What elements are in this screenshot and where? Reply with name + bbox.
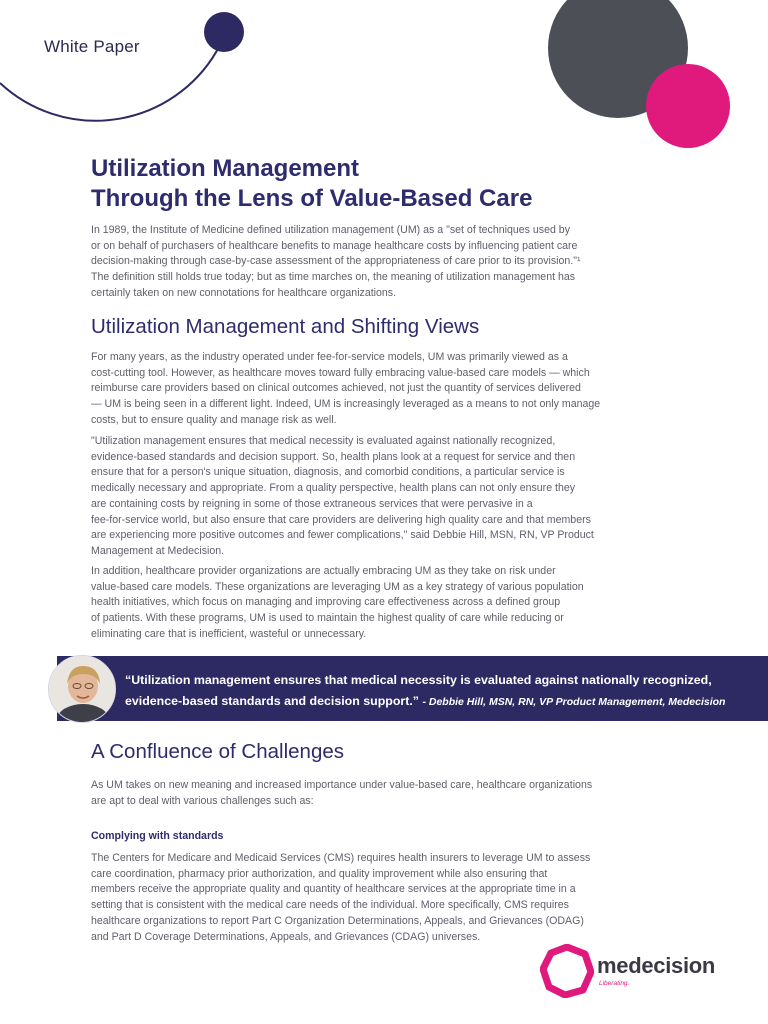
medecision-logo-icon xyxy=(540,944,594,998)
text-line: In addition, healthcare provider organizations are actually embracing UM as they take on risk under xyxy=(91,565,556,577)
avatar xyxy=(48,655,116,723)
text-line: eliminating care that is inefficient, wasteful or unnecessary. xyxy=(91,627,367,640)
text-line: fee-for-service world, but also ensure that care providers are delivering high quality care and that members xyxy=(91,513,591,526)
text-line: are apt to deal with various challenges such as: xyxy=(91,794,314,807)
text-line: As UM takes on new meaning and increased importance under value-based care, healthcare organizations xyxy=(91,779,593,791)
quote-line-2 xyxy=(125,691,765,713)
text-line: certainly taken on new connotations for healthcare organizations. xyxy=(91,286,397,299)
intro-paragraph xyxy=(91,223,671,302)
text-line: or on behalf of purchasers of healthcare benefits to manage healthcare costs by influencing patient care xyxy=(91,239,578,252)
text-line: healthcare organizations to report Part C Organization Determinations, Appeals, and Grievances (ODAG) xyxy=(91,914,584,927)
text-line: and Part D Coverage Determinations, Appeals, and Grievances (CDAG) universes. xyxy=(91,930,481,943)
text-line: "Utilization management ensures that medical necessity is evaluated against nationally recognized, xyxy=(91,435,556,447)
text-line: setting that is consistent with the medical care needs of the individual. More specifically, CMS requires xyxy=(91,899,569,912)
logo-tagline: Liberating. xyxy=(599,980,630,987)
text-line: Management at Medecision. xyxy=(91,544,225,557)
page-title xyxy=(91,154,671,214)
text-line: decision-making through case-by-case assessment of the appropriateness of care prior to its provision."¹ xyxy=(91,255,581,268)
text-line: costs, but to ensure quality and manage risk as well. xyxy=(91,413,337,426)
pull-quote xyxy=(125,670,765,713)
text-line: For many years, as the industry operated under fee-for-service models, UM was primarily viewed as a xyxy=(91,351,568,363)
section1-paragraph-1 xyxy=(91,350,671,429)
section1-paragraph-2 xyxy=(91,434,671,560)
person-portrait-icon xyxy=(49,656,116,723)
text-line: The definition still holds true today; but as time marches on, the meaning of utilization management has xyxy=(91,271,576,284)
text-line: reimburse care providers based on clinical outcomes achieved, not just the quantity of services delivered xyxy=(91,382,581,395)
text-line: — UM is being seen in a different light. Indeed, UM is increasingly leveraged as a means to not only manage xyxy=(91,398,601,411)
section2-paragraph-2 xyxy=(91,851,671,945)
text-line: of patients. With these programs, UM is used to maintain the highest quality of care while reducing or xyxy=(91,612,564,625)
quote-line-2-text: evidence-based standards and decision support.” xyxy=(125,694,420,708)
section1-paragraph-3 xyxy=(91,564,671,643)
text-line: cost-cutting tool. However, as healthcare moves toward fully embracing value-based care models — which xyxy=(91,366,590,379)
quote-attribution: - Debbie Hill, MSN, RN, VP Product Management, Medecision xyxy=(422,696,726,708)
text-line: are experiencing more positive outcomes and fewer complications," said Debbie Hill, MSN, RN, VP Product xyxy=(91,529,594,542)
text-line: are containing costs by reigning in some of those extraneous services that were pervasive in a xyxy=(91,497,533,510)
text-line: The Centers for Medicare and Medicaid Services (CMS) requires health insurers to leverage UM to assess xyxy=(91,852,591,864)
title-line-2: Through the Lens of Value-Based Care xyxy=(91,185,533,212)
section-heading-challenges: A Confluence of Challenges xyxy=(91,740,345,763)
text-line: In 1989, the Institute of Medicine defined utilization management (UM) as a "set of techniques used by xyxy=(91,224,570,236)
text-line: health initiatives, which focus on managing and improving care effectiveness across a defined group xyxy=(91,596,561,609)
text-line: ensure that for a person's unique situation, diagnosis, and comorbid conditions, a particular service is xyxy=(91,466,565,479)
decorative-circles xyxy=(0,0,768,160)
quote-line-1: “Utilization management ensures that medical necessity is evaluated against nationally recognized, xyxy=(125,673,712,687)
text-line: care coordination, pharmacy prior authorization, and quality improvement while also ensuring that xyxy=(91,867,548,880)
white-paper-label: White Paper xyxy=(44,37,140,56)
text-line: value-based care models. These organizations are leveraging UM as a key strategy of various population xyxy=(91,580,584,593)
text-line: evidence-based standards and decision support. So, health plans look at a request for service and then xyxy=(91,450,576,463)
title-line-1: Utilization Management xyxy=(91,155,360,182)
subheading-complying-with-standards: Complying with standards xyxy=(91,830,224,842)
section2-paragraph-1 xyxy=(91,778,671,809)
logo-wordmark: medecision xyxy=(597,953,716,978)
text-line: members receive the appropriate quality and quantity of healthcare services at the appropriate time in a xyxy=(91,883,576,896)
section-heading-shifting-views: Utilization Management and Shifting Views xyxy=(91,315,480,338)
text-line: medically necessary and appropriate. From a quality perspective, health plans can not only ensure they xyxy=(91,482,576,495)
